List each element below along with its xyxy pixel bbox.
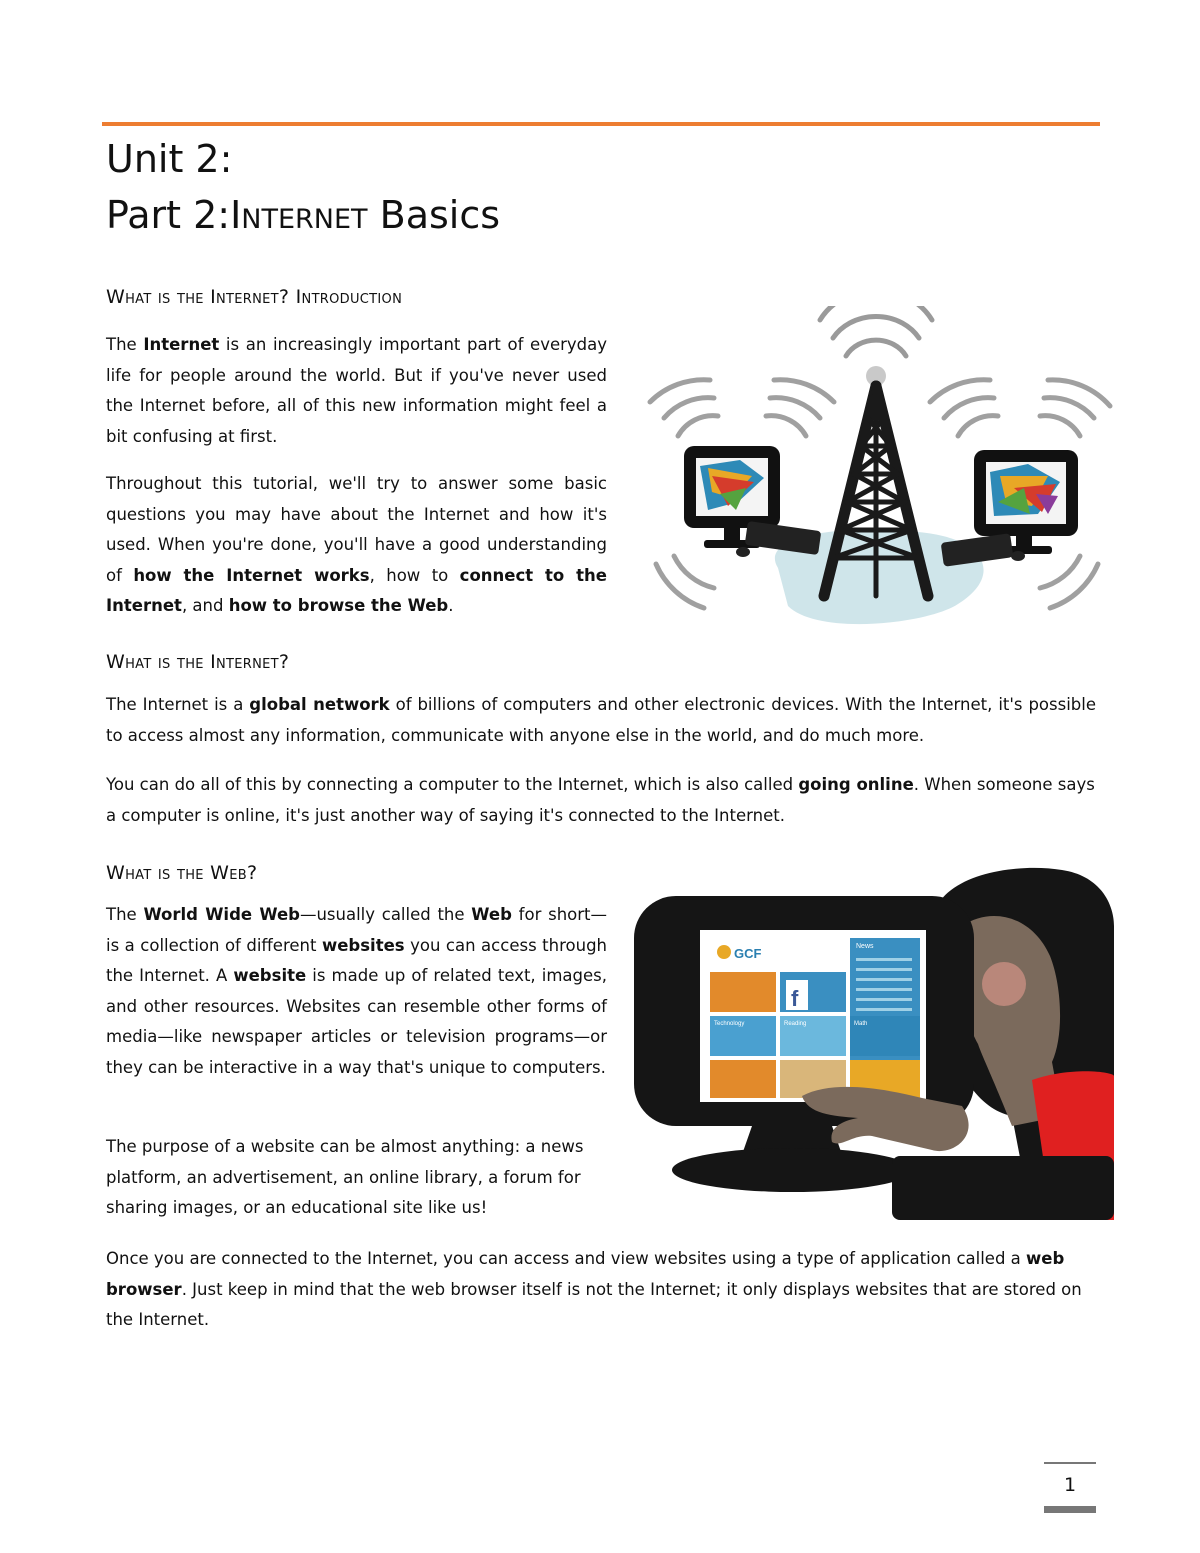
header-rule xyxy=(102,122,1100,126)
svg-text:f: f xyxy=(791,986,799,1011)
web-paragraph-2: The purpose of a website can be almost anything: a news platform, an advertisement, an online library, a forum for sharing images, or an educational site like us! xyxy=(106,1137,584,1217)
tower-signal-icon xyxy=(820,306,932,356)
tile-math: Math xyxy=(854,1021,868,1027)
section-heading-what-is-internet: What is the Internet? xyxy=(106,651,290,673)
internet-paragraph-1: The Internet is a global network of billions of computers and other electronic devices. With the Internet, it's possible to access almost any information, communicate with anyone else in the world, and do much more. xyxy=(106,695,1097,745)
sidebar-title: News xyxy=(856,943,874,950)
intro-paragraph-1: The Internet is an increasingly important part of everyday life for people around the world. But if you've never used the Internet before, all of this new information might feel a bit confusing at first. xyxy=(106,335,608,446)
tile-reading: Reading xyxy=(784,1021,807,1027)
section-heading-what-is-web: What is the Web? xyxy=(106,862,258,884)
section-heading-intro: What is the Internet? Introduction xyxy=(106,286,403,308)
gcf-logo: GCF xyxy=(734,946,762,961)
web-paragraph-3: Once you are connected to the Internet, you can access and view websites using a type of application called a web browser. Just keep in mind that the web browser itself is not the Internet; it only displays websites that are stored on the Internet. xyxy=(106,1249,1082,1329)
page-number: 1 xyxy=(1063,1474,1077,1496)
gcf-website-screen xyxy=(710,938,920,1098)
part-title: Part 2:Internet Basics xyxy=(106,193,501,237)
network-tower-illustration xyxy=(628,306,1124,636)
internet-paragraph-2: You can do all of this by connecting a computer to the Internet, which is also called going online. When someone says a computer is online, it's just another way of saying it's connected to the Internet. xyxy=(106,775,1095,825)
left-computer xyxy=(684,446,821,557)
page-number-box xyxy=(1044,1462,1096,1513)
intro-paragraph-2: Throughout this tutorial, we'll try to answer some basic questions you may have about the Internet and how it's used. When you're done, you'll have a good understanding of how the Internet works, how to connect to the Internet, and how to browse the Web. xyxy=(106,474,607,615)
unit-title: Unit 2: xyxy=(106,137,233,181)
web-paragraph-1: The World Wide Web—usually called the Web for short—is a collection of different websites you can access through the Internet. A website is made up of related text, images, and other resources. Websites can resemble other forms of media—like newspaper articles or television programs—or they can be interactive in a way that's unique to computers. xyxy=(106,905,607,1077)
right-computer xyxy=(941,450,1078,567)
tile-technology: Technology xyxy=(714,1021,745,1027)
woman-at-computer-illustration xyxy=(632,866,1114,1220)
